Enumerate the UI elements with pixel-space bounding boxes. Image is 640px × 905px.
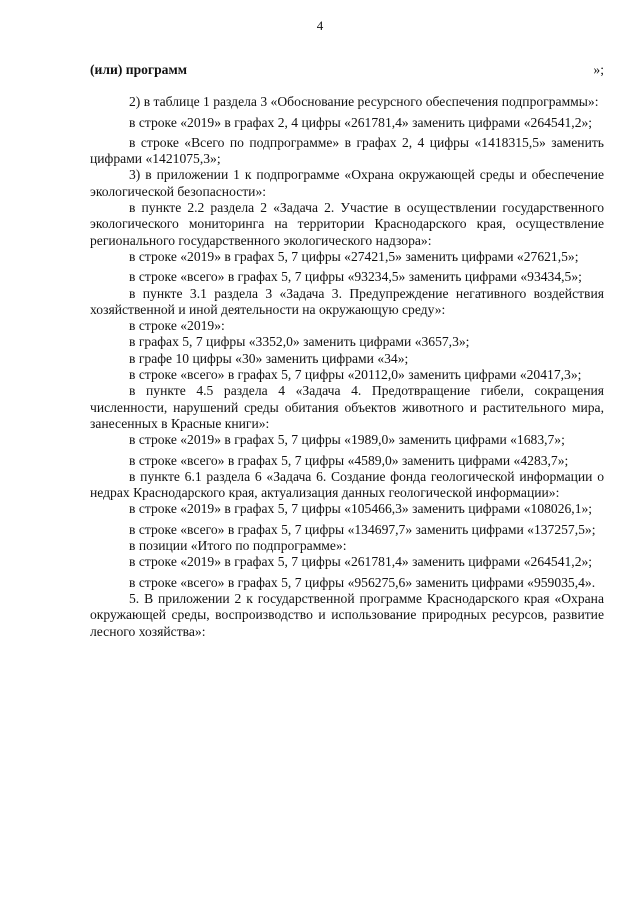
- paragraph: в строке «Всего по подпрограмме» в графах 2, 4 цифры «1418315,5» заменить цифрами «1421075,3»;: [90, 134, 604, 167]
- paragraph: в строке «всего» в графах 5, 7 цифры «134697,7» заменить цифрами «137257,5»;: [129, 521, 596, 537]
- paragraph: 2) в таблице 1 раздела 3 «Обоснование ресурсного обеспечения подпрограммы»:: [129, 94, 599, 110]
- paragraph: в строке «всего» в графах 5, 7 цифры «956275,6» заменить цифрами «959035,4».: [129, 574, 596, 590]
- paragraph: в позиции «Итого по подпрограмме»:: [129, 538, 347, 554]
- paragraph: в пункте 2.2 раздела 2 «Задача 2. Участие в осуществлении государственного экологического мониторинга на территории Краснодарского края, осуществление регионального государственного экологического надзора»:: [90, 200, 604, 248]
- paragraph: в графах 5, 7 цифры «3352,0» заменить цифрами «3657,3»;: [129, 334, 470, 350]
- continuation-text: (или) программ: [90, 62, 187, 77]
- paragraph: в строке «2019» в графах 2, 4 цифры «261781,4» заменить цифрами «264541,2»;: [129, 114, 593, 130]
- page-number: 4: [316, 18, 324, 33]
- continuation-line: [90, 62, 604, 78]
- paragraph: в строке «2019» в графах 5, 7 цифры «261781,4» заменить цифрами «264541,2»;: [129, 554, 593, 570]
- paragraph: в пункте 3.1 раздела 3 «Задача 3. Предупреждение негативного воздействия хозяйственной и иной деятельности на окружающую среду»:: [90, 285, 604, 317]
- paragraph: 5. В приложении 2 к государственной программе Краснодарского края «Охрана окружающей среды, воспроизводство и использование природных ресурсов, развитие лесного хозяйства»:: [90, 590, 604, 639]
- closing-quote: »;: [593, 62, 604, 77]
- paragraph: в строке «2019»:: [129, 318, 225, 334]
- paragraph: в пункте 6.1 раздела 6 «Задача 6. Создание фонда геологической информации о недрах Краснодарского края, актуализация данных геологической информации»:: [90, 468, 604, 501]
- paragraph: 3) в приложении 1 к подпрограмме «Охрана окружающей среды и обеспечение экологической безопасности»:: [90, 167, 604, 199]
- paragraph: в пункте 4.5 раздела 4 «Задача 4. Предотвращение гибели, сокращения численности, нарушений среды обитания объектов животного и растительного мира, занесенных в Красные книги»:: [90, 383, 604, 431]
- paragraph: в строке «всего» в графах 5, 7 цифры «20112,0» заменить цифрами «20417,3»;: [129, 367, 582, 383]
- paragraph: в строке «всего» в графах 5, 7 цифры «4589,0» заменить цифрами «4283,7»;: [129, 452, 569, 468]
- document-body: [90, 62, 604, 640]
- paragraph: в строке «2019» в графах 5, 7 цифры «1989,0» заменить цифрами «1683,7»;: [129, 432, 565, 448]
- paragraph: в строке «2019» в графах 5, 7 цифры «105466,3» заменить цифрами «108026,1»;: [129, 501, 593, 517]
- paragraph: в графе 10 цифры «30» заменить цифрами «34»;: [129, 350, 409, 366]
- paragraph: в строке «2019» в графах 5, 7 цифры «27421,5» заменить цифрами «27621,5»;: [129, 248, 579, 264]
- paragraph: в строке «всего» в графах 5, 7 цифры «93234,5» заменить цифрами «93434,5»;: [129, 269, 582, 285]
